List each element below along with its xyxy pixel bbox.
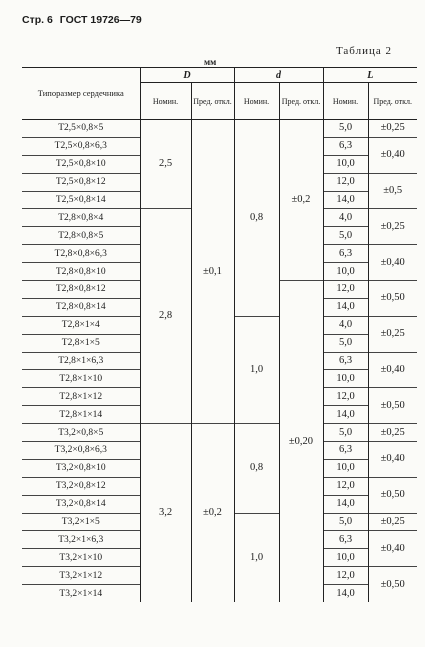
table-row-name: Т2,8×0,8×12 (22, 281, 140, 299)
standard-code: ГОСТ 19726—79 (59, 14, 142, 26)
table-row-name: Т2,8×1×5 (22, 334, 140, 352)
L-tol-cell: ±0,50 (368, 567, 417, 602)
table-row-name: Т2,8×1×10 (22, 370, 140, 388)
L-nomin-cell: 12,0 (323, 567, 368, 585)
L-tol-cell: ±0,25 (368, 209, 417, 245)
L-nomin-cell: 14,0 (323, 585, 368, 602)
L-tol-cell: ±0,40 (368, 137, 417, 173)
L-nomin-cell: 6,3 (323, 245, 368, 263)
L-nomin-cell: 12,0 (323, 477, 368, 495)
L-nomin-cell: 10,0 (323, 263, 368, 281)
d-tol-cell: ±0,2 (279, 120, 323, 281)
page-number: Стр. 6 (22, 14, 53, 26)
table-row-name: Т3,2×1×14 (22, 585, 140, 602)
L-nomin-cell: 5,0 (323, 513, 368, 531)
L-nomin-cell: 12,0 (323, 388, 368, 406)
L-nomin-cell: 12,0 (323, 173, 368, 191)
L-tol-cell: ±0,5 (368, 173, 417, 209)
L-tol-cell: ±0,25 (368, 120, 417, 138)
L-nomin-cell: 6,3 (323, 137, 368, 155)
header-L-tol: Пред. откл. (368, 83, 417, 120)
table-row-name: Т2,5×0,8×12 (22, 173, 140, 191)
D-tol-cell: ±0,1 (191, 120, 234, 424)
table-row-name: Т3,2×0,8×12 (22, 477, 140, 495)
L-nomin-cell: 12,0 (323, 281, 368, 299)
header-D: D (140, 68, 234, 83)
table-row-name: Т2,5×0,8×10 (22, 155, 140, 173)
D-nomin-cell: 2,5 (140, 120, 191, 209)
d-nomin-cell: 1,0 (234, 316, 279, 423)
L-nomin-cell: 6,3 (323, 442, 368, 460)
table-row-name: Т3,2×1×6,3 (22, 531, 140, 549)
L-nomin-cell: 10,0 (323, 549, 368, 567)
table-row-name: Т3,2×1×5 (22, 513, 140, 531)
L-nomin-cell: 10,0 (323, 155, 368, 173)
table-row-name: Т3,2×0,8×5 (22, 424, 140, 442)
L-nomin-cell: 14,0 (323, 191, 368, 209)
unit-label: мм (204, 57, 217, 67)
D-tol-cell: ±0,2 (191, 424, 234, 602)
L-nomin-cell: 14,0 (323, 298, 368, 316)
D-nomin-cell: 3,2 (140, 424, 191, 602)
table-row-name: Т3,2×1×10 (22, 549, 140, 567)
table-row-name: Т2,5×0,8×6,3 (22, 137, 140, 155)
table-row-name: Т2,8×0,8×6,3 (22, 245, 140, 263)
L-nomin-cell: 5,0 (323, 227, 368, 245)
L-nomin-cell: 4,0 (323, 209, 368, 227)
L-nomin-cell: 4,0 (323, 316, 368, 334)
table-row-name: Т2,8×1×14 (22, 406, 140, 424)
header-d: d (234, 68, 323, 83)
table-row-name: Т2,8×1×4 (22, 316, 140, 334)
L-nomin-cell: 14,0 (323, 495, 368, 513)
table-row-name: Т2,8×0,8×10 (22, 263, 140, 281)
table-row-name: Т3,2×0,8×6,3 (22, 442, 140, 460)
L-nomin-cell: 6,3 (323, 531, 368, 549)
L-nomin-cell: 6,3 (323, 352, 368, 370)
table-row-name: Т2,8×1×12 (22, 388, 140, 406)
d-tol-cell: ±0,20 (279, 281, 323, 603)
table-row-name: Т3,2×0,8×10 (22, 459, 140, 477)
header-d-nomin: Номин. (234, 83, 279, 120)
L-nomin-cell: 10,0 (323, 459, 368, 477)
table-row-name: Т2,8×0,8×5 (22, 227, 140, 245)
L-tol-cell: ±0,25 (368, 513, 417, 531)
L-nomin-cell: 10,0 (323, 370, 368, 388)
L-tol-cell: ±0,25 (368, 316, 417, 352)
L-nomin-cell: 5,0 (323, 120, 368, 138)
table-row-name: Т2,8×1×6,3 (22, 352, 140, 370)
L-tol-cell: ±0,40 (368, 442, 417, 478)
table-caption: Таблица 2 (335, 45, 392, 57)
D-nomin-cell: 2,8 (140, 209, 191, 424)
L-tol-cell: ±0,50 (368, 388, 417, 424)
L-tol-cell: ±0,40 (368, 245, 417, 281)
L-nomin-cell: 14,0 (323, 406, 368, 424)
L-tol-cell: ±0,40 (368, 531, 417, 567)
dimensions-table (22, 67, 417, 602)
table-row-name: Т2,5×0,8×14 (22, 191, 140, 209)
d-nomin-cell: 1,0 (234, 513, 279, 602)
header-D-nomin: Номин. (140, 83, 191, 120)
table-row-name: Т3,2×0,8×14 (22, 495, 140, 513)
page-header (22, 14, 146, 26)
header-d-tol: Пред. откл. (279, 83, 323, 120)
L-nomin-cell: 5,0 (323, 334, 368, 352)
L-tol-cell: ±0,50 (368, 281, 417, 317)
L-tol-cell: ±0,40 (368, 352, 417, 388)
table-row-name: Т2,8×0,8×14 (22, 298, 140, 316)
table-row-name: Т2,8×0,8×4 (22, 209, 140, 227)
L-nomin-cell: 5,0 (323, 424, 368, 442)
d-nomin-cell: 0,8 (234, 120, 279, 317)
header-L: L (323, 68, 417, 83)
header-D-tol: Пред. откл. (191, 83, 234, 120)
table-row-name: Т2,5×0,8×5 (22, 120, 140, 138)
L-tol-cell: ±0,25 (368, 424, 417, 442)
table-row-name: Т3,2×1×12 (22, 567, 140, 585)
d-nomin-cell: 0,8 (234, 424, 279, 513)
header-name: Типоразмер сердечника (22, 68, 140, 120)
header-L-nomin: Номин. (323, 83, 368, 120)
L-tol-cell: ±0,50 (368, 477, 417, 513)
